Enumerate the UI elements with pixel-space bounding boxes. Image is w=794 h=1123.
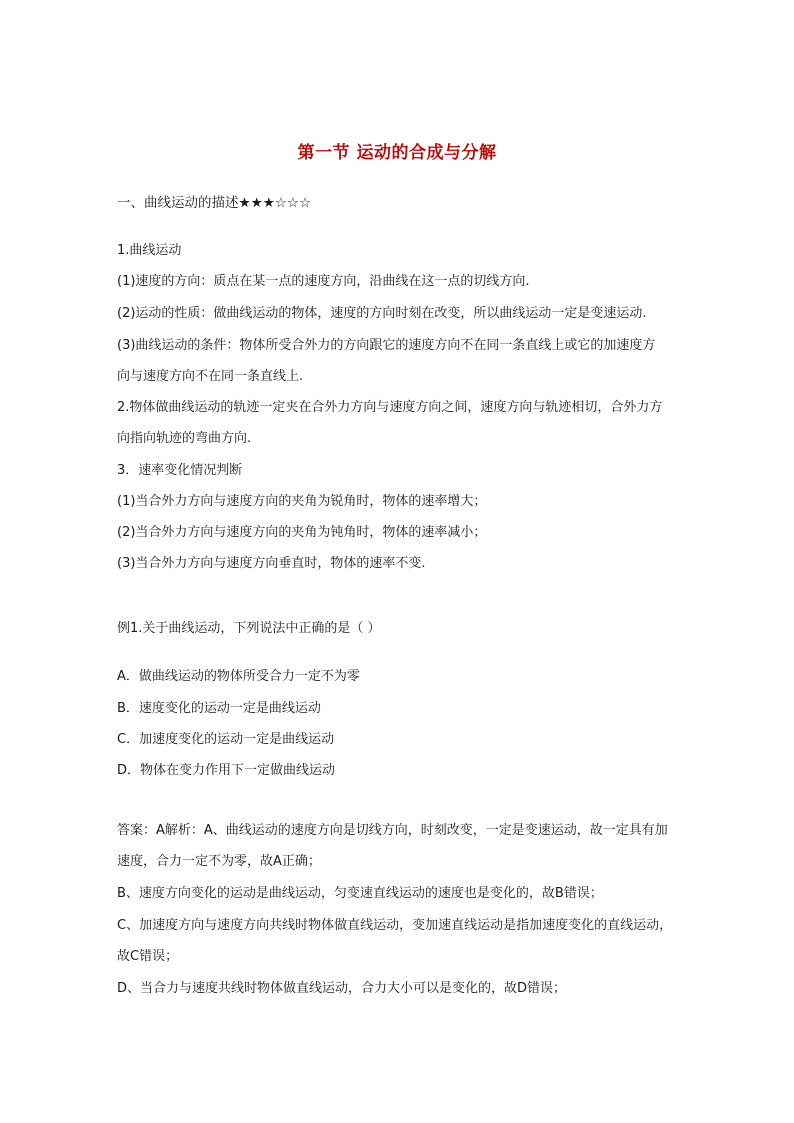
paragraph-line: (2)当合外力方向与速度方向的夹角为钝角时，物体的速率减小； (117, 525, 487, 540)
option-d: D．物体在变力作用下一定做曲线运动 (117, 763, 336, 778)
paragraph-line: (3)曲线运动的条件：物体所受合外力的方向跟它的速度方向不在同一条直线上或它的加速度方 (117, 338, 656, 353)
page-title: 第一节 运动的合成与分解 (297, 143, 497, 163)
paragraph-line: (1)速度的方向：质点在某一点的速度方向，沿曲线在这一点的切线方向. (117, 274, 530, 289)
answer-line: D、当合力与速度共线时物体做直线运动，合力大小可以是变化的，故D错误； (117, 981, 567, 996)
paragraph-line: (1)当合外力方向与速度方向的夹角为锐角时，物体的速率增大； (117, 494, 487, 509)
example-question: 例1.关于曲线运动，下列说法中正确的是（ ） (117, 621, 381, 636)
answer-line: 故C错误； (117, 949, 179, 964)
paragraph-line: 向与速度方向不在同一条直线上. (117, 369, 304, 384)
option-b: B．速度变化的运动一定是曲线运动 (117, 701, 321, 716)
paragraph-line: 3．速率变化情况判断 (117, 463, 243, 478)
paragraph-line: 向指向轨迹的弯曲方向. (117, 431, 252, 446)
paragraph-line: 2.物体做曲线运动的轨迹一定夹在合外力方向与速度方向之间，速度方向与轨迹相切，合外力方 (117, 400, 663, 415)
answer-line: C、加速度方向与速度方向共线时物体做直线运动，变加速直线运动是指加速度变化的直线运动， (117, 918, 673, 933)
section-heading-text: 一、曲线运动的描述 (117, 195, 239, 211)
paragraph-line: (2)运动的性质：做曲线运动的物体，速度的方向时刻在改变，所以曲线运动一定是变速运动. (117, 306, 647, 321)
answer-line: 速度，合力一定不为零，故A正确； (117, 854, 321, 869)
answer-line: B、速度方向变化的运动是曲线运动，匀变速直线运动的速度也是变化的，故B错误； (117, 886, 603, 901)
paragraph-line: (3)当合外力方向与速度方向垂直时，物体的速率不变. (117, 556, 426, 571)
option-a: A．做曲线运动的物体所受合力一定不为零 (117, 669, 360, 684)
section-heading (117, 194, 311, 212)
paragraph-line: 1.曲线运动 (117, 243, 182, 258)
difficulty-stars: ★★★☆☆☆ (238, 195, 312, 211)
answer-line: 答案：A解析：A、曲线运动的速度方向是切线方向，时刻改变，一定是变速运动，故一定具有加 (117, 823, 668, 838)
option-c: C．加速度变化的运动一定是曲线运动 (117, 732, 335, 747)
